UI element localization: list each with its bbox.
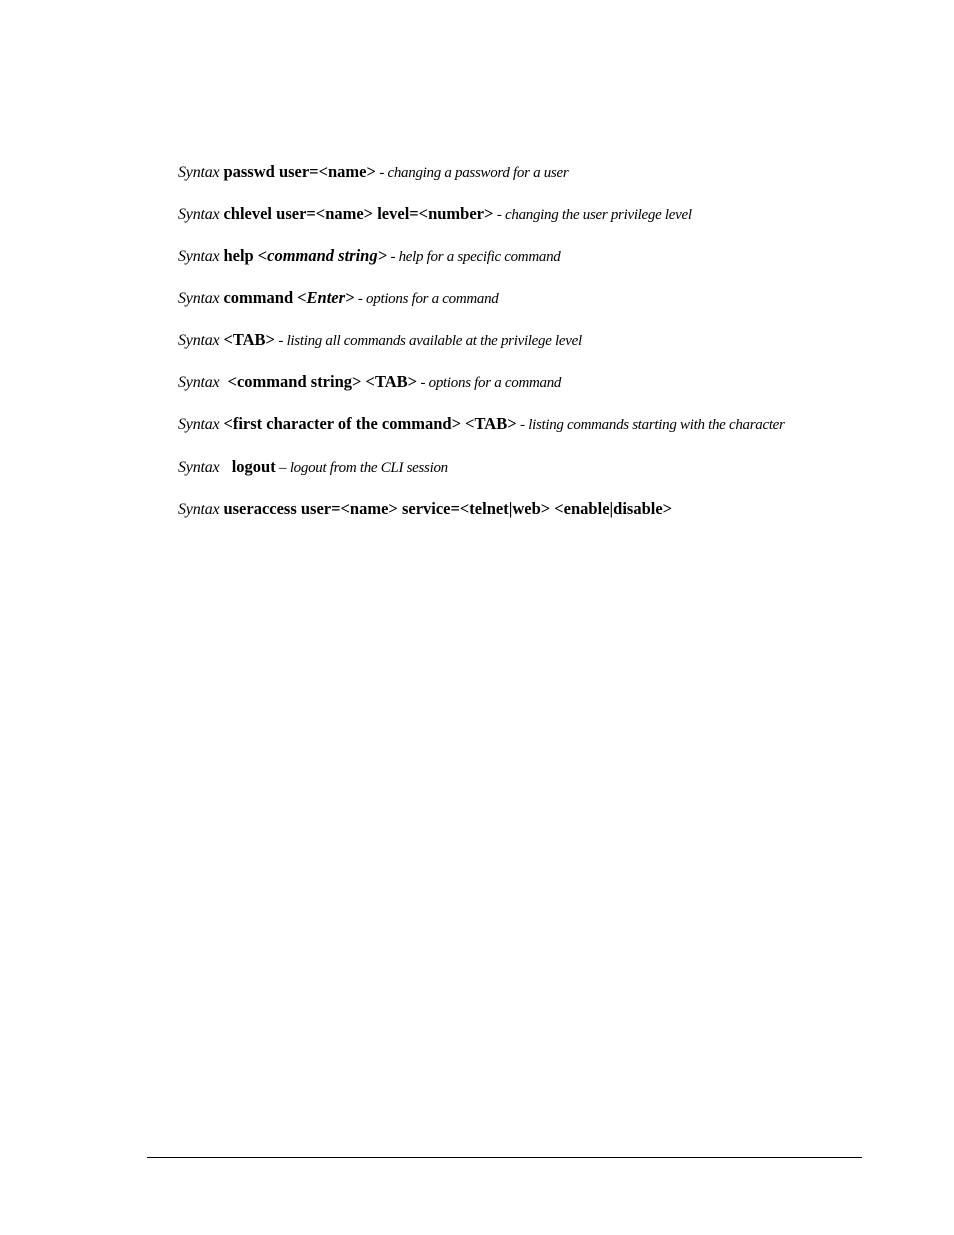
syntax-line-chlevel: [178, 202, 938, 244]
syntax-keyword: Syntax: [178, 332, 220, 349]
syntax-line-command-enter: [178, 286, 938, 328]
syntax-command: chlevel user=<name> level=<number>: [223, 204, 494, 223]
syntax-command: help: [223, 246, 254, 265]
syntax-list: [178, 160, 938, 539]
syntax-description: - changing the user privilege level: [493, 207, 692, 223]
syntax-description: - listing all commands available at the privilege level: [274, 333, 582, 349]
syntax-description: - listing commands starting with the character: [516, 417, 785, 433]
syntax-line-logout: [178, 455, 938, 497]
footer-divider: [147, 1157, 862, 1158]
syntax-command: <first character of the command> <TAB>: [223, 414, 517, 433]
syntax-keyword: Syntax: [178, 374, 220, 391]
syntax-keyword: Syntax: [178, 248, 220, 265]
syntax-line-command-string-tab: [178, 370, 938, 412]
syntax-description: - options for a command: [417, 375, 562, 391]
syntax-line-tab: [178, 328, 938, 370]
syntax-line-useraccess: [178, 497, 938, 539]
syntax-command: command: [223, 288, 294, 307]
syntax-keyword: Syntax: [178, 164, 220, 181]
syntax-command: logout: [223, 457, 276, 476]
syntax-line-first-character-tab: [178, 412, 938, 455]
syntax-description: - help for a specific command: [387, 249, 561, 265]
syntax-keyword: Syntax: [178, 206, 220, 223]
syntax-command: useraccess user=<name> service=<telnet|web> <enable|disable>: [223, 499, 673, 518]
syntax-line-passwd: [178, 160, 938, 202]
syntax-keyword: Syntax: [178, 501, 220, 518]
syntax-description: - changing a password for a user: [375, 165, 569, 181]
syntax-argument: <Enter>: [297, 288, 355, 307]
syntax-command: passwd user=<name>: [223, 162, 376, 181]
syntax-command: <TAB>: [223, 330, 275, 349]
syntax-keyword: Syntax: [178, 459, 220, 476]
syntax-argument: <command string>: [257, 246, 388, 265]
syntax-description: – logout from the CLI session: [275, 460, 448, 476]
syntax-keyword: Syntax: [178, 416, 220, 433]
syntax-line-help: [178, 244, 938, 286]
syntax-command: <command string> <TAB>: [223, 372, 418, 391]
syntax-description: - options for a command: [354, 291, 499, 307]
syntax-keyword: Syntax: [178, 290, 220, 307]
